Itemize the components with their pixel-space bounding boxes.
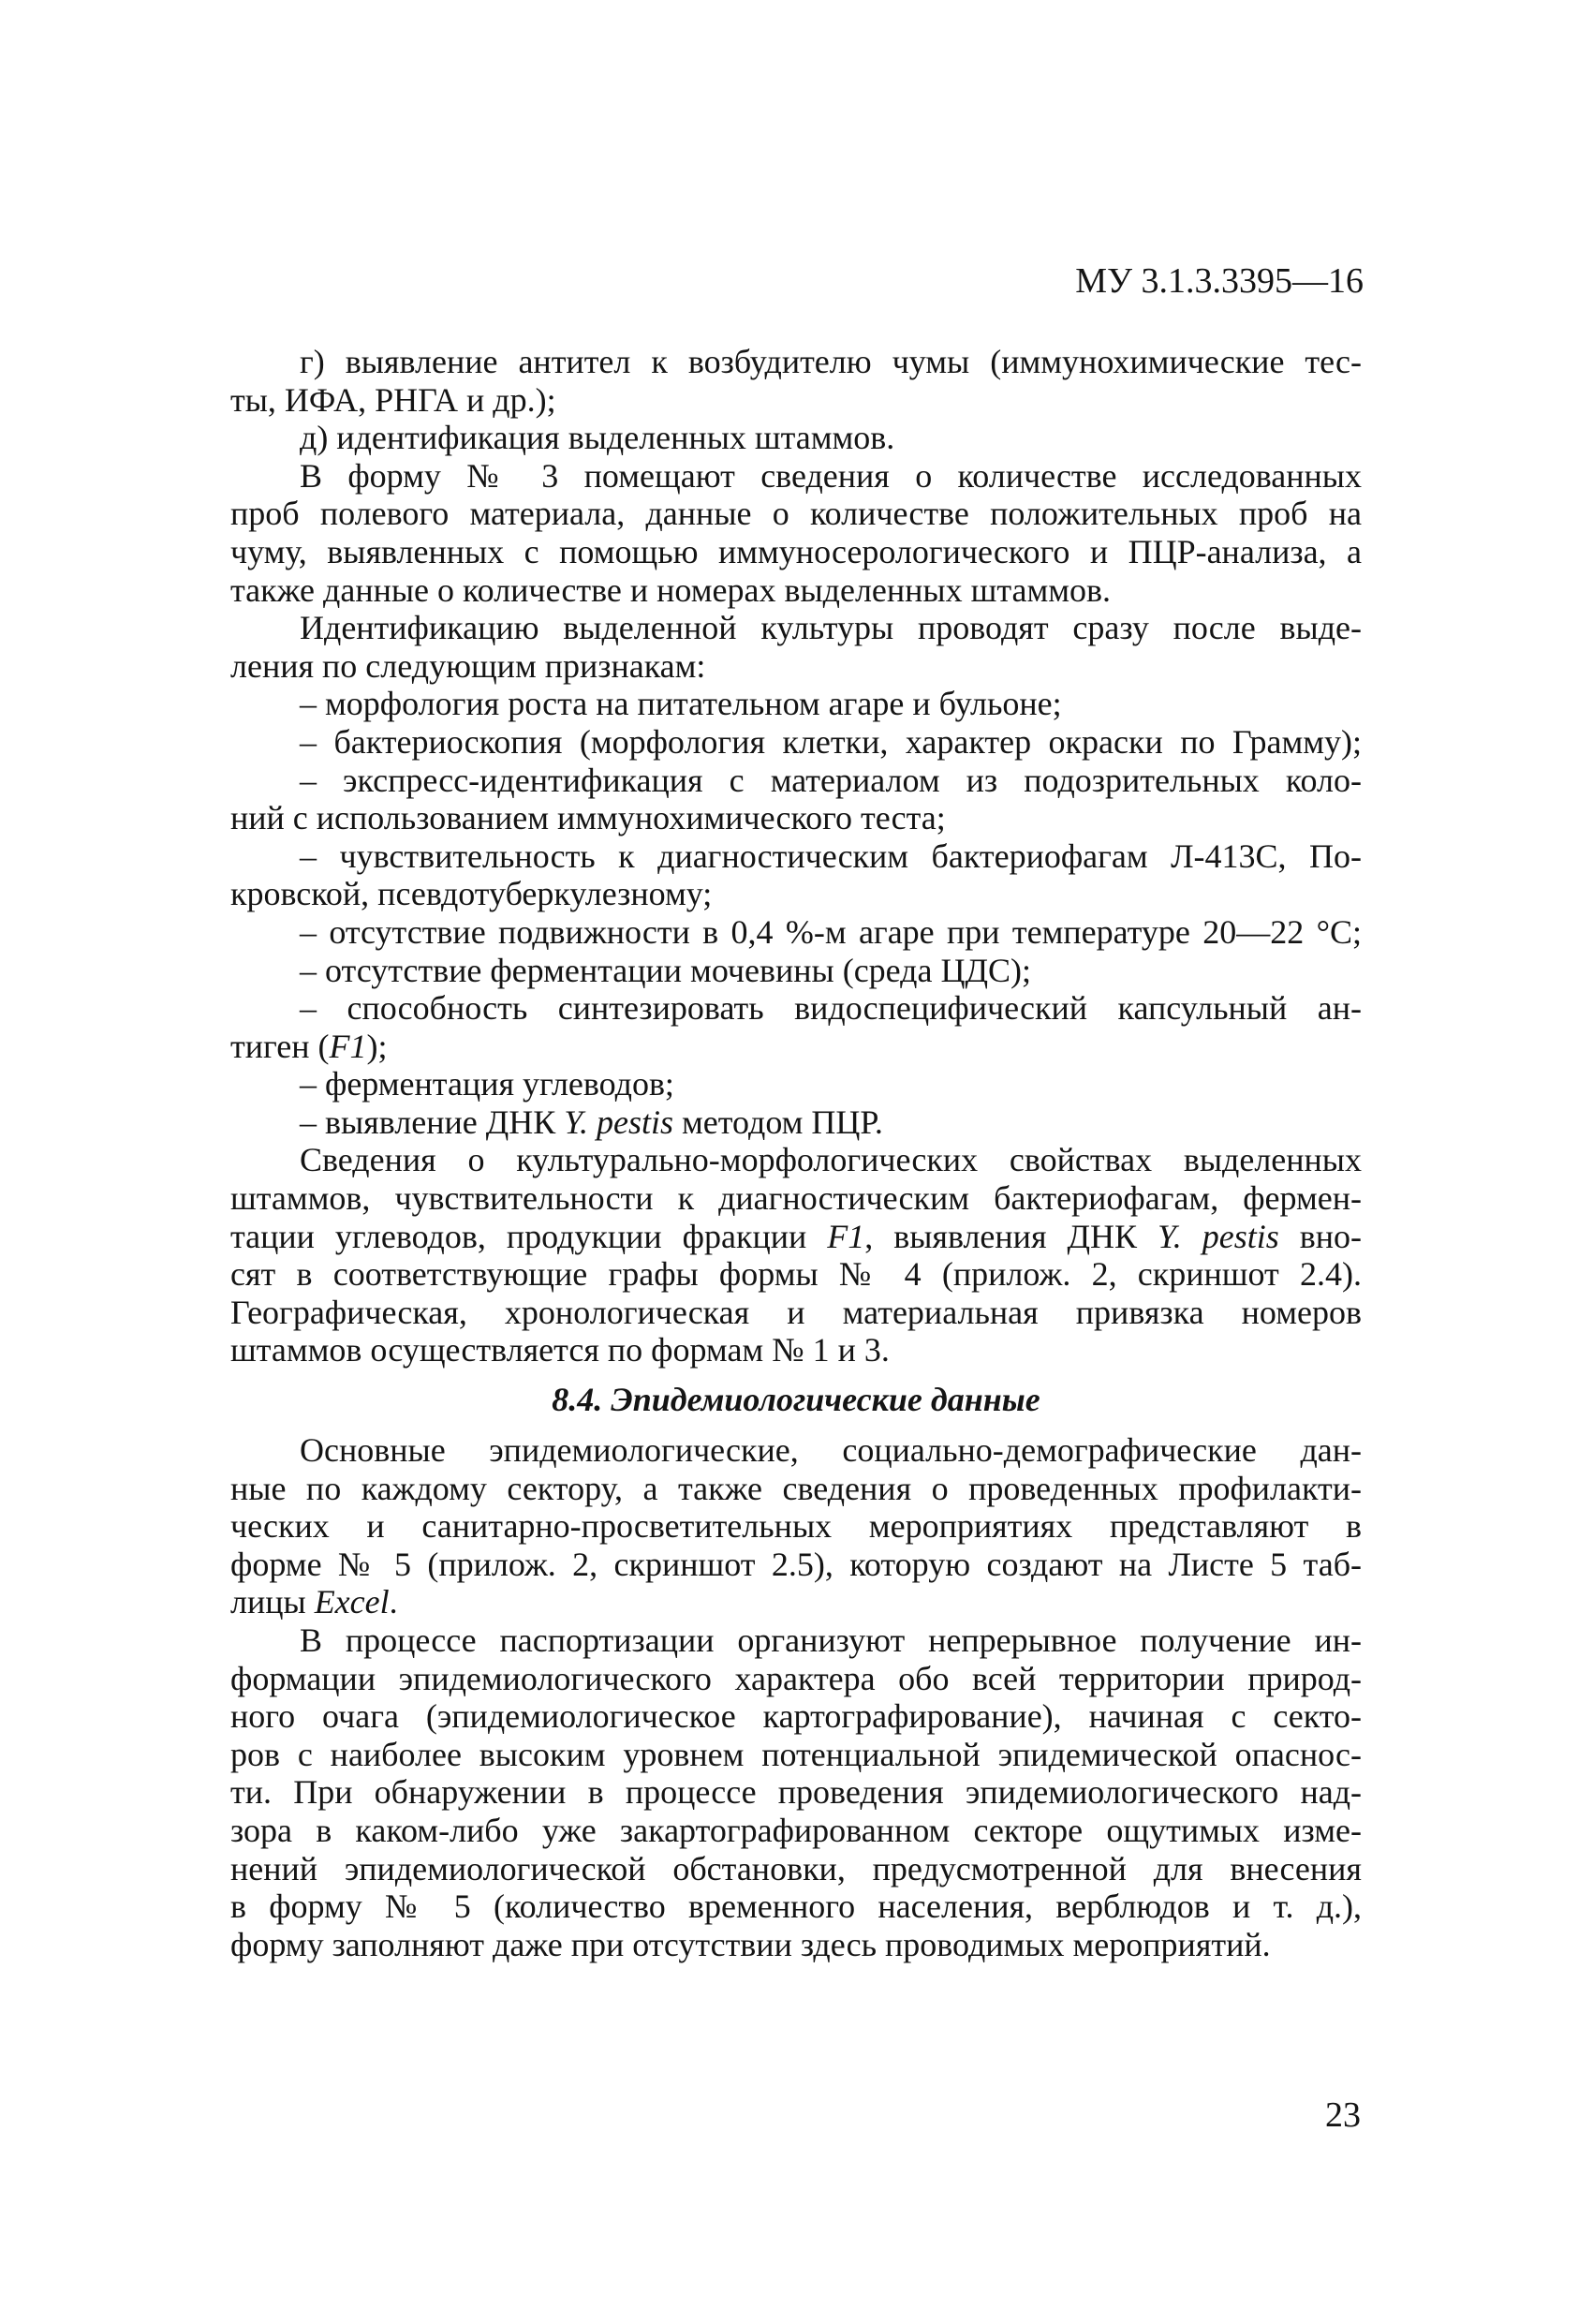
- text-fragment: .: [389, 1583, 398, 1621]
- text-fragment: , выявления ДНК: [864, 1217, 1158, 1255]
- species-term: Y. pestis: [1158, 1217, 1279, 1255]
- list-item: – бактериоскопия (морфология клетки, характер окраски по Грамму);: [300, 722, 1362, 761]
- text-line: ний с использованием иммунохимического теста;: [230, 799, 946, 837]
- text-line: чуму, выявленных с помощью иммуносерологического и ПЦР-анализа, а: [230, 532, 1362, 570]
- text-fragment: – выявление ДНК: [300, 1103, 565, 1141]
- body-text: [230, 343, 1362, 1963]
- text-line: форму заполняют даже при отсутствии здесь проводимых мероприятий.: [230, 1925, 1271, 1963]
- list-item: – отсутствие подвижности в 0,4 %-м агаре при температуре 20—22 °С;: [300, 912, 1362, 951]
- text-line: Географическая, хронологическая и материальная привязка номеров: [230, 1293, 1362, 1331]
- section-heading: 8.4. Эпидемиологические данные: [552, 1381, 1040, 1419]
- text-line: ров с наиболее высоким уровнем потенциальной эпидемической опаснос-: [230, 1735, 1362, 1773]
- text-line: Сведения о культурально-морфологических свойствах выделенных: [300, 1141, 1362, 1179]
- text-line: штаммов, чувствительности к диагностическим бактериофагам, фермен-: [230, 1179, 1362, 1218]
- text-fragment: тиген (: [230, 1027, 330, 1065]
- species-term: Y. pestis: [564, 1103, 674, 1141]
- text-fragment: );: [366, 1027, 388, 1065]
- text-line: форме № 5 (прилож. 2, скриншот 2.5), которую создают на Листе 5 таб-: [230, 1545, 1362, 1583]
- text-line: зора в каком-либо уже закартографированном секторе ощутимых изме-: [230, 1811, 1362, 1849]
- list-item: – экспресс-идентификация с материалом из подозрительных коло-: [300, 761, 1362, 799]
- text-line: [230, 1218, 1362, 1256]
- text-line: формации эпидемиологического характера обо всей территории природ-: [230, 1659, 1362, 1697]
- software-term: Excel: [314, 1583, 390, 1621]
- text-line: также данные о количестве и номерах выделенных штаммов.: [230, 570, 1112, 609]
- list-item: – отсутствие ферментации мочевины (среда ЦДС);: [300, 951, 1032, 989]
- antigen-term: F1: [329, 1027, 367, 1065]
- text-line: ты, ИФА, РНГА и др.);: [230, 380, 556, 419]
- text-line: д) идентификация выделенных штаммов.: [300, 419, 895, 457]
- list-item: [230, 1103, 1362, 1142]
- text-line: г) выявление антител к возбудителю чумы (иммунохимические тес-: [300, 343, 1362, 380]
- text-line: в форму № 5 (количество временного населения, верблюдов и т. д.),: [230, 1887, 1362, 1926]
- text-line: ти. При обнаружении в процессе проведения эпидемиологического над-: [230, 1773, 1362, 1812]
- text-line: В процессе паспортизации организуют непрерывное получение ин-: [300, 1621, 1362, 1659]
- list-item: – способность синтезировать видоспецифический капсульный ан-: [300, 989, 1362, 1028]
- text-fragment: лицы: [230, 1583, 315, 1621]
- text-line: сят в соответствующие графы формы № 4 (прилож. 2, скриншот 2.4).: [230, 1255, 1362, 1294]
- text-line: Основные эпидемиологические, социально-демографические дан-: [300, 1431, 1362, 1470]
- text-line: кровской, псевдотуберкулезному;: [230, 875, 713, 913]
- text-line: В форму № 3 помещают сведения о количестве исследованных: [300, 456, 1362, 495]
- text-fragment: методом ПЦР.: [673, 1103, 883, 1141]
- text-line: проб полевого материала, данные о количестве положительных проб на: [230, 495, 1362, 533]
- text-line: ления по следующим признакам:: [230, 646, 706, 685]
- text-line: Идентификацию выделенной культуры проводят сразу после выде-: [300, 609, 1362, 647]
- text-line: ного очага (эпидемиологическое картографирование), начиная с секто-: [230, 1697, 1362, 1736]
- text-line: штаммов осуществляется по формам № 1 и 3.: [230, 1331, 890, 1369]
- text-line: нений эпидемиологической обстановки, предусмотренной для внесения: [230, 1849, 1362, 1887]
- page-header: МУ 3.1.3.3395—16: [1075, 261, 1364, 301]
- text-fragment: вно-: [1278, 1217, 1362, 1255]
- antigen-term: F1: [827, 1217, 865, 1255]
- text-line: ные по каждому сектору, а также сведения о проведенных профилакти-: [230, 1469, 1362, 1507]
- page-number: 23: [1325, 2095, 1361, 2135]
- list-item: – ферментация углеводов;: [300, 1065, 674, 1103]
- text-line: [230, 1028, 1362, 1066]
- list-item: – морфология роста на питательном агаре и бульоне;: [300, 685, 1062, 723]
- text-line: ческих и санитарно-просветительных мероприятиях представляют в: [230, 1507, 1362, 1546]
- text-line: [230, 1583, 1362, 1621]
- list-item: – чувствительность к диагностическим бактериофагам Л-413С, По-: [300, 836, 1362, 875]
- text-fragment: тации углеводов, продукции фракции: [230, 1217, 828, 1255]
